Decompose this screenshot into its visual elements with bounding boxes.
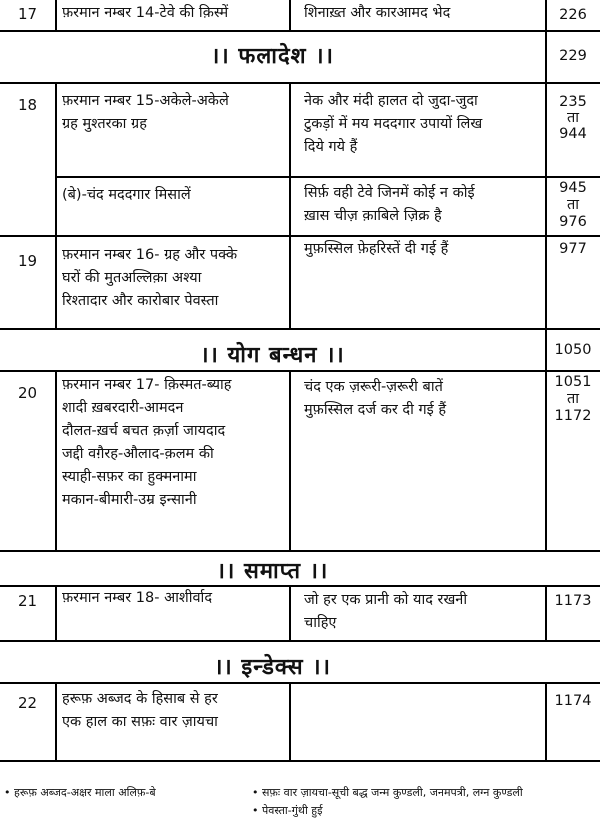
- rule: [289, 370, 291, 550]
- rule: [55, 585, 57, 640]
- footnote: • पेवस्ता-गुंथी हुई: [252, 804, 323, 817]
- row-item: फ़रमान नम्बर 14-टेवे की क़िस्में: [62, 5, 229, 21]
- row-number: 17: [17, 5, 38, 23]
- rule: [289, 0, 291, 30]
- row-page: 945 ता 976: [559, 180, 587, 230]
- rule: [0, 82, 600, 84]
- row-page: 226: [559, 7, 587, 23]
- rule: [545, 585, 547, 640]
- section-heading: ।। समाप्त ।।: [216, 559, 329, 584]
- row-page: 235 ता 944: [559, 94, 587, 142]
- row-item: (बे)-चंद मददगार मिसालें: [62, 187, 191, 203]
- section-page: 1050: [554, 342, 592, 358]
- rule: [545, 370, 547, 550]
- section-heading: ।। फलादेश ।।: [211, 44, 334, 69]
- row-item: फ़रमान नम्बर 17- क़िस्मत-ब्याह शादी ख़बरदारी-आमदन दौलत-ख़र्च बचत क़र्ज़ा जायदाद जद्दी वग़ैरह-औलाद-क़लम की स्याही-सफ़र का हुक्मनामा मकान-बीमारी-उम्र इन्सानी: [62, 377, 232, 508]
- section-heading: ।। योग बन्धन ।।: [200, 343, 345, 368]
- rule: [0, 760, 600, 762]
- row-desc: जो हर एक प्रानी को याद रखनी चाहिए: [304, 592, 468, 631]
- section-heading: ।। इन्डेक्स ।।: [214, 655, 331, 680]
- rule: [55, 370, 57, 550]
- row-page: 977: [559, 241, 587, 257]
- rule: [0, 328, 600, 330]
- rule: [545, 0, 547, 30]
- row-desc: नेक और मंदी हालत दो जुदा-जुदा टुकड़ों में मय मददगार उपायों लिख दिये गये हैं: [304, 93, 483, 155]
- section-page: 229: [559, 48, 587, 64]
- rule: [545, 30, 547, 82]
- footnote: • हरूफ़ अब्जद-अक्षर माला अलिफ़-बे: [4, 786, 156, 799]
- row-number: 20: [17, 384, 38, 402]
- row-number: 18: [17, 96, 38, 114]
- row-item: हरूफ़ अब्जद के हिसाब से हर एक हाल का सफ़ः वार ज़ायचा: [62, 691, 218, 730]
- rule: [545, 328, 547, 370]
- rule: [545, 82, 547, 328]
- row-desc: चंद एक ज़रूरी-ज़रूरी बातें मुफ़स्सिल दर्ज कर दी गई हैं: [304, 379, 447, 418]
- row-number: 22: [17, 694, 38, 712]
- row-page: 1173: [554, 593, 592, 609]
- rule: [55, 0, 57, 30]
- rule: [55, 82, 57, 328]
- rule: [0, 550, 600, 552]
- row-number: 21: [17, 592, 38, 610]
- rule: [55, 682, 57, 760]
- rule: [55, 176, 600, 178]
- row-desc: शिनाख़्त और कारआमद भेद: [304, 5, 451, 21]
- rule: [289, 82, 291, 328]
- row-page: 1174: [554, 693, 592, 709]
- footnote: • सफ़ः वार ज़ायचा-सूची बद्ध जन्म कुण्डली, जनमपत्री, लग्न कुण्डली: [252, 786, 523, 799]
- rule: [0, 682, 600, 684]
- rule: [0, 235, 600, 237]
- row-item: फ़रमान नम्बर 18- आशीर्वाद: [62, 590, 213, 606]
- row-item: फ़रमान नम्बर 15-अकेले-अकेले ग्रह मुश्तरका ग्रह: [62, 93, 229, 132]
- row-number: 19: [17, 252, 38, 270]
- row-page: 1051 ता 1172: [554, 374, 592, 424]
- rule: [0, 370, 600, 372]
- rule: [0, 640, 600, 642]
- row-desc: मुफ़स्सिल फ़ेहरिस्तें दी गई हैं: [304, 241, 449, 257]
- rule: [545, 682, 547, 760]
- rule: [289, 682, 291, 760]
- rule: [289, 585, 291, 640]
- row-item: फ़रमान नम्बर 16- ग्रह और पक्के घरों की मुतअल्लिक़ा अश्या रिश्तादार और कारोबार पेवस्ता: [62, 247, 238, 309]
- rule: [0, 30, 600, 32]
- row-desc: सिर्फ़ वही टेवे जिनमें कोई न कोई ख़ास चीज़ क़ाबिले ज़िक्र है: [304, 185, 475, 224]
